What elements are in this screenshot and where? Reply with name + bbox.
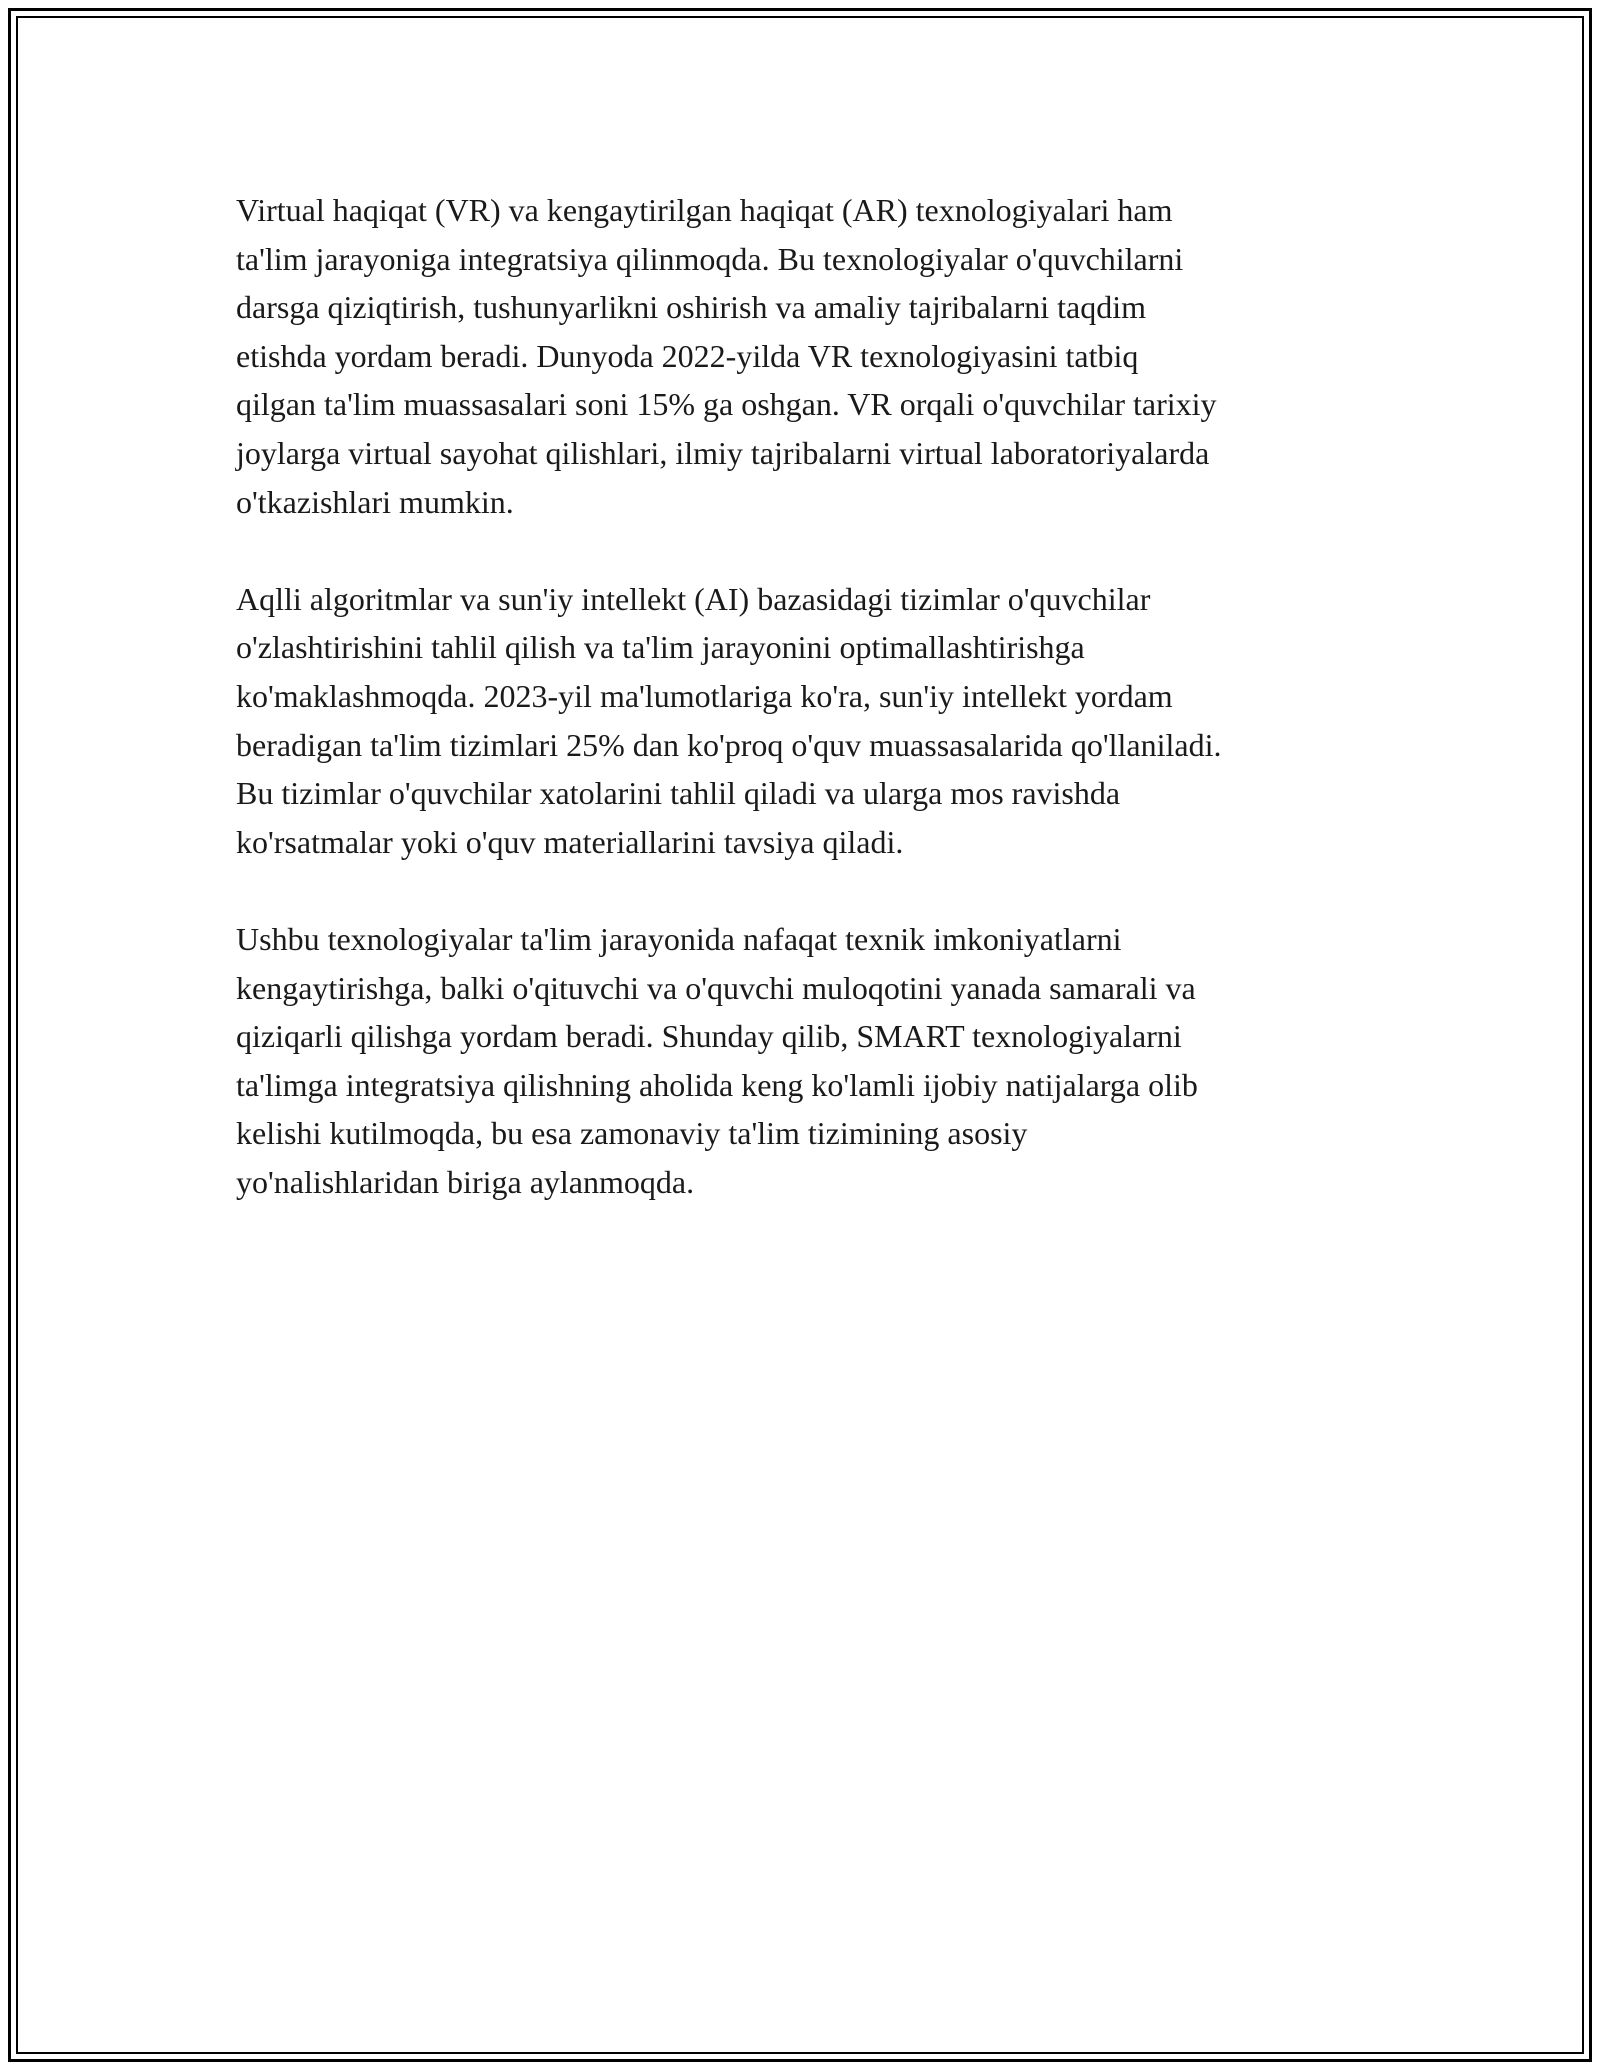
text-line: Aqlli algoritmlar va sun'iy intellekt (AI) bazasidagi tizimlar o'quvchilar — [236, 580, 1151, 617]
paragraph-smart — [236, 915, 1370, 1207]
text-line: kelishi kutilmoqda, bu esa zamonaviy ta'lim tizimining asosiy — [236, 1115, 1028, 1152]
document-body — [236, 186, 1370, 1255]
text-line: kengaytirishga, balki o'qituvchi va o'quvchi muloqotini yanada samarali va — [236, 969, 1196, 1006]
text-line: ko'maklashmoqda. 2023-yil ma'lumotlariga ko'ra, sun'iy intellekt yordam — [236, 677, 1173, 714]
paragraph-vr-ar — [236, 186, 1370, 526]
text-line: beradigan ta'lim tizimlari 25% dan ko'proq o'quv muassasalarida qo'llaniladi. — [236, 726, 1222, 763]
text-line: qiziqarli qilishga yordam beradi. Shunday qilib, SMART texnologiyalarni — [236, 1018, 1182, 1055]
text-line: qilgan ta'lim muassasalari soni 15% ga oshgan. VR orqali o'quvchilar tarixiy — [236, 386, 1217, 423]
paragraph-ai — [236, 575, 1370, 867]
text-line: o'zlashtirishini tahlil qilish va ta'lim jarayonini optimallashtirishga — [236, 629, 1085, 666]
text-line: yo'nalishlaridan biriga aylanmoqda. — [236, 1163, 695, 1200]
text-line: joylarga virtual sayohat qilishlari, ilmiy tajribalarni virtual laboratoriyalarda — [236, 434, 1210, 471]
text-line: darsga qiziqtirish, tushunyarlikni oshirish va amaliy tajribalarni taqdim — [236, 289, 1147, 326]
text-line: Virtual haqiqat (VR) va kengaytirilgan haqiqat (AR) texnologiyalari ham — [236, 192, 1173, 228]
text-line: Bu tizimlar o'quvchilar xatolarini tahlil qiladi va ularga mos ravishda — [236, 775, 1121, 812]
text-line: ta'lim jarayoniga integratsiya qilinmoqda. Bu texnologiyalar o'quvchilarni — [236, 240, 1184, 277]
text-line: ta'limga integratsiya qilishning aholida keng ko'lamli ijobiy natijalarga olib — [236, 1066, 1198, 1103]
text-line: etishda yordam beradi. Dunyoda 2022-yilda VR texnologiyasini tatbiq — [236, 337, 1139, 374]
text-line: Ushbu texnologiyalar ta'lim jarayonida nafaqat texnik imkoniyatlarni — [236, 920, 1122, 957]
text-line: o'tkazishlari mumkin. — [236, 483, 514, 520]
text-line: ko'rsatmalar yoki o'quv materiallarini tavsiya qiladi. — [236, 823, 904, 860]
